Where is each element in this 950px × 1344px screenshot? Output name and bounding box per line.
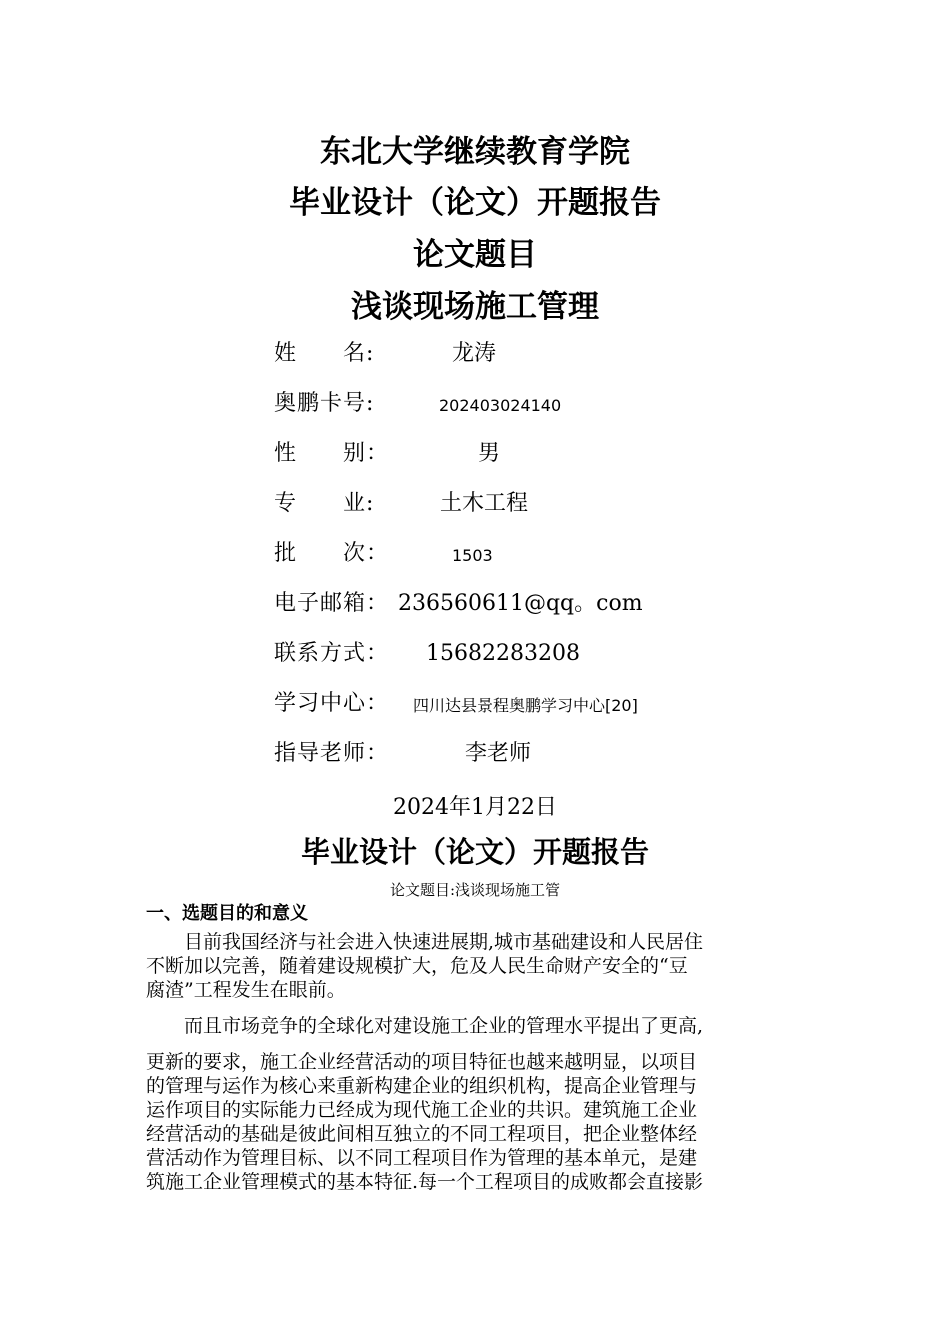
paragraph-line: 运作项目的实际能力已经成为现代施工企业的共识。建筑施工企业: [146, 1099, 698, 1121]
major-value: 土木工程: [440, 491, 529, 516]
email-value: 236560611@qq。com: [398, 591, 643, 616]
advisor-value: 李老师: [465, 741, 532, 766]
gender-label: 性 别：: [274, 441, 390, 466]
contact-label: 联系方式：: [274, 641, 390, 666]
paragraph-line: 腐渣”工程发生在眼前。: [146, 979, 346, 1001]
report-body-title: 毕业设计（论文）开题报告: [300, 835, 649, 869]
report-subtitle: 论文题目:浅谈现场施工管: [389, 881, 561, 899]
batch-label: 批 次：: [274, 541, 390, 566]
card-number-label: 奥鹏卡号:: [274, 391, 375, 416]
name-label: 姓 名:: [274, 341, 375, 366]
paragraph-line: 目前我国经济与社会进入快速进展期,城市基础建设和人民居住: [146, 931, 704, 953]
advisor-label: 指导老师：: [274, 741, 390, 766]
learning-center-label: 学习中心：: [274, 691, 390, 716]
contact-value: 15682283208: [426, 641, 580, 666]
major-label: 专 业:: [274, 491, 375, 516]
paragraph-line: 的管理与运作为核心来重新构建企业的组织机构，提高企业管理与: [146, 1075, 698, 1097]
name-value: 龙涛: [452, 341, 497, 366]
thesis-topic: 浅谈现场施工管理: [351, 289, 599, 325]
school-title: 东北大学继续教育学院: [320, 134, 630, 170]
paragraph-line: 而且市场竞争的全球化对建设施工企业的管理水平提出了更高,: [146, 1015, 704, 1037]
paragraph-line: 更新的要求，施工企业经营活动的项目特征也越来越明显，以项目: [146, 1051, 698, 1073]
gender-value: 男: [478, 441, 501, 466]
email-label: 电子邮箱：: [274, 591, 390, 616]
card-number-value: 202403024140: [439, 396, 562, 415]
paragraph-line: 筑施工企业管理模式的基本特征.每一个工程项目的成败都会直接影: [146, 1171, 704, 1193]
learning-center-value: 四川达县景程奥鹏学习中心[20]: [413, 696, 638, 715]
section-heading: 一、选题目的和意义: [146, 903, 308, 924]
topic-heading: 论文题目: [413, 237, 537, 273]
paragraph-line: 营活动作为管理目标、以不同工程项目作为管理的基本单元，是建: [146, 1147, 698, 1169]
report-date: 2024年1月22日: [393, 795, 557, 820]
paragraph-line: 经营活动的基础是彼此间相互独立的不同工程项目，把企业整体经: [146, 1123, 698, 1145]
batch-value: 1503: [452, 546, 493, 565]
paragraph-line: 不断加以完善，随着建设规模扩大，危及人民生命财产安全的“豆: [146, 955, 688, 977]
report-title: 毕业设计（论文）开题报告: [289, 185, 661, 221]
